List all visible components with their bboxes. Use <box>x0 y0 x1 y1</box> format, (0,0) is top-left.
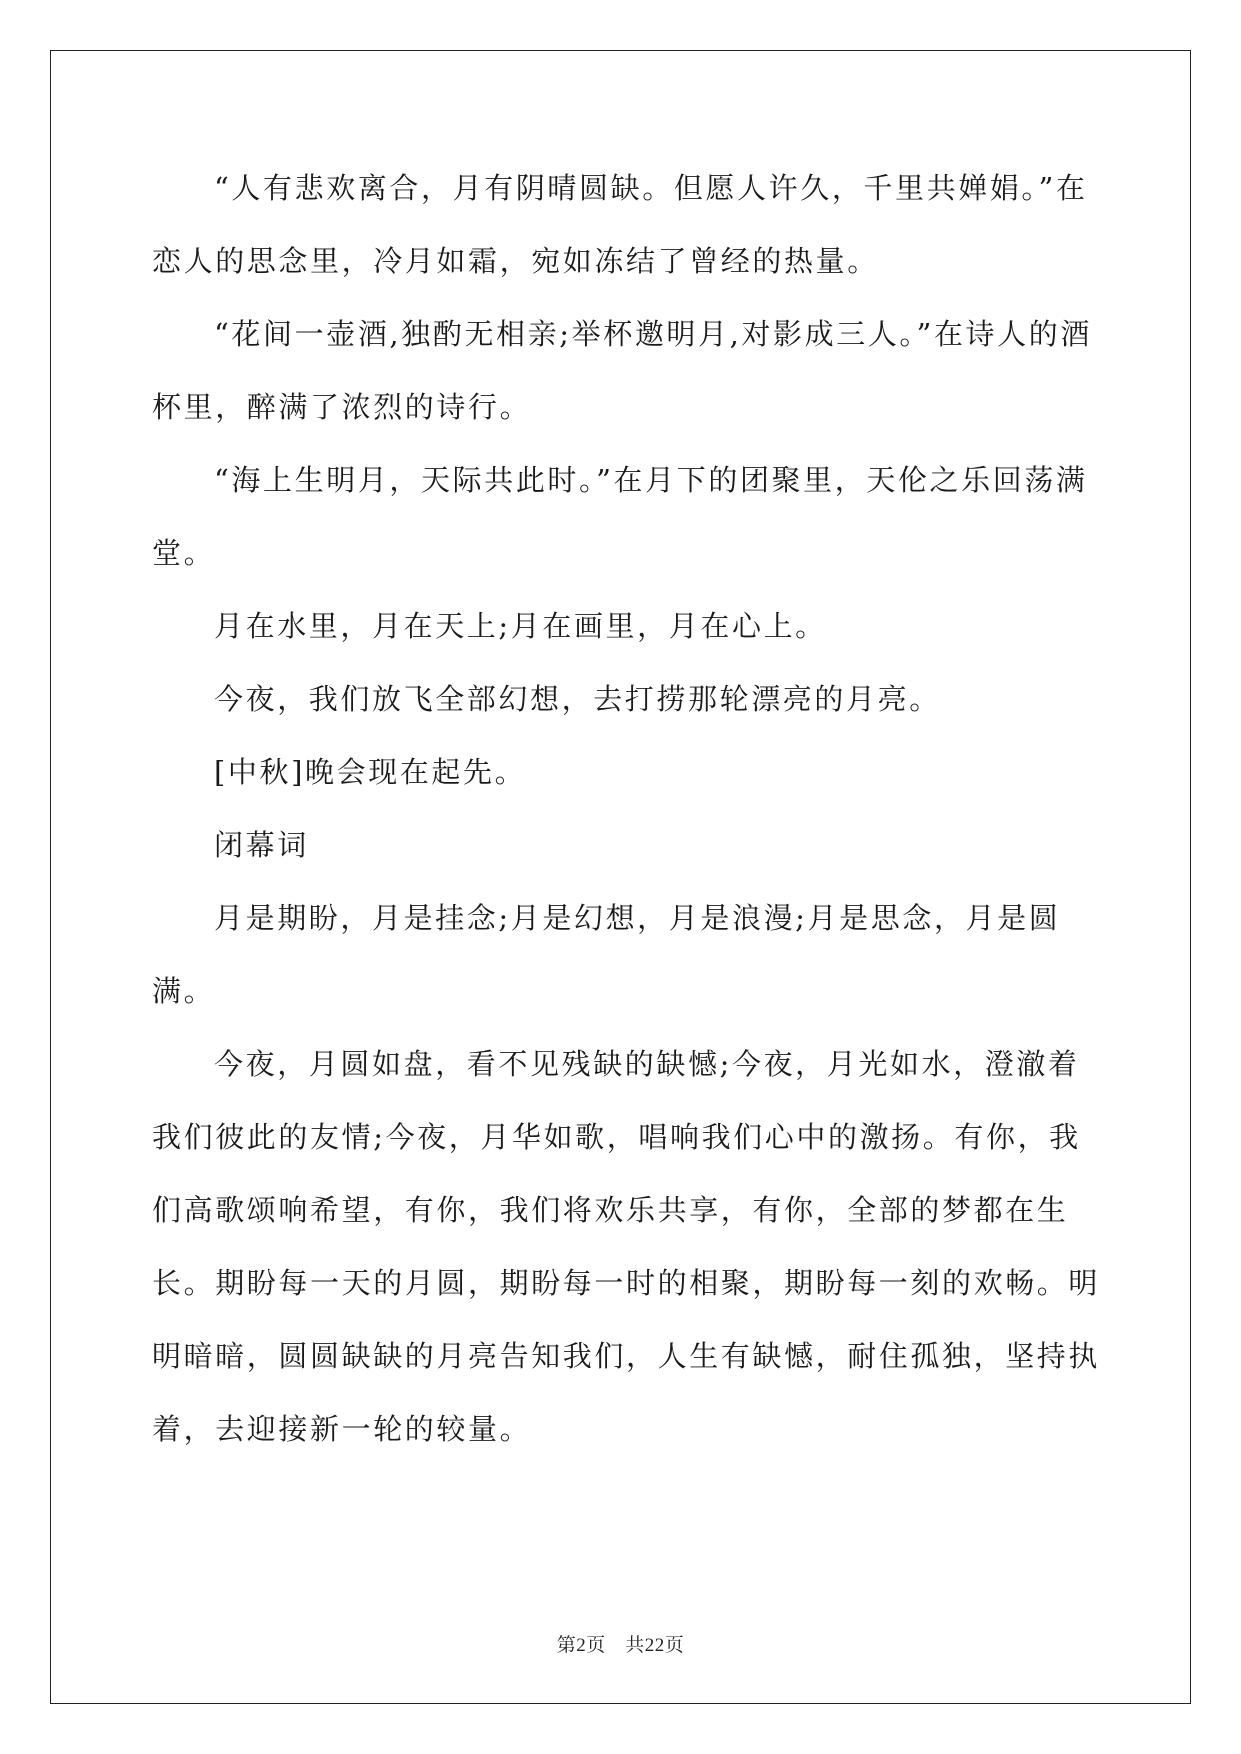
paragraph: 今夜，月圆如盘，看不见残缺的缺憾;今夜，月光如水，澄澈着我们彼此的友情;今夜，月华如歌，唱响我们心中的激扬。有你，我们高歌颂响希望，有你，我们将欢乐共享，有你，全部的梦都在生长。期盼每一天的月圆，期盼每一时的相聚，期盼每一刻的欢畅。明明暗暗，圆圆缺缺的月亮告知我们，人生有缺憾，耐住孤独，坚持执着，去迎接新一轮的较量。 <box>152 1047 1101 1446</box>
paragraph: 月是期盼，月是挂念;月是幻想，月是浪漫;月是思念，月是圆满。 <box>152 901 1061 1008</box>
paragraph: [中秋]晚会现在起先。 <box>214 755 527 789</box>
page-number-footer: 第2页 共22页 <box>556 1635 685 1656</box>
paragraph: 今夜，我们放飞全部幻想，去打捞那轮漂亮的月亮。 <box>214 682 941 716</box>
document-body <box>152 152 1102 1466</box>
section-heading: 闭幕词 <box>214 828 309 862</box>
paragraph: “人有悲欢离合，月有阴晴圆缺。但愿人许久，千里共婵娟。”在恋人的思念里，冷月如霜，宛如冻结了曾经的热量。 <box>152 171 1088 278</box>
paragraph: “花间一壶酒,独酌无相亲;举杯邀明月,对影成三人。”在诗人的酒杯里，醉满了浓烈的诗行。 <box>152 317 1092 424</box>
paragraph: “海上生明月，天际共此时。”在月下的团聚里，天伦之乐回荡满堂。 <box>152 463 1088 570</box>
paragraph: 月在水里，月在天上;月在画里，月在心上。 <box>214 609 827 643</box>
